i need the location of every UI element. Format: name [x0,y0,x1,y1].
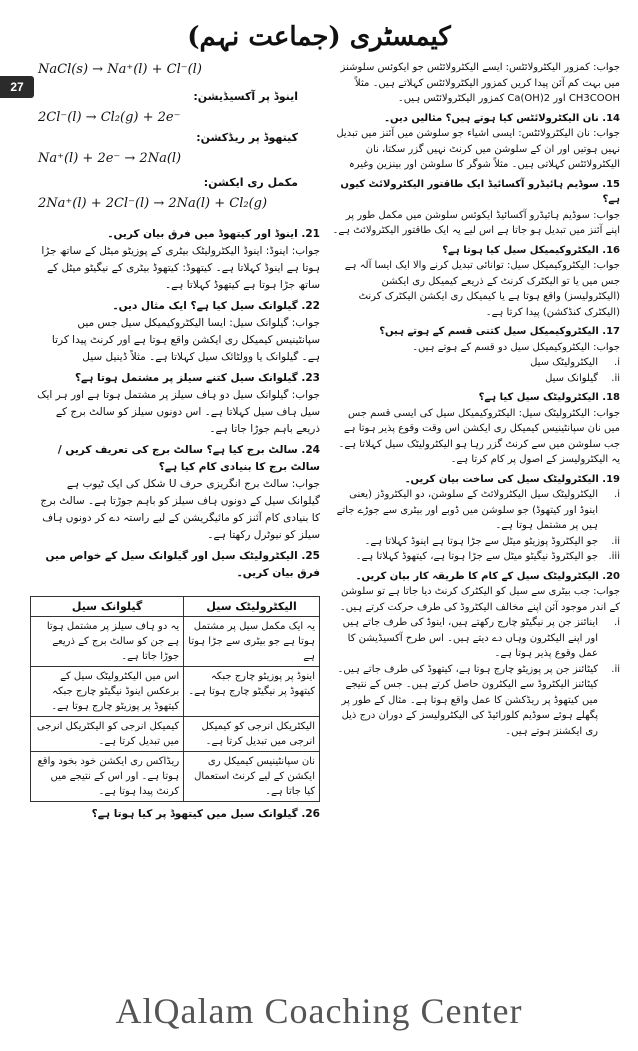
list-text: گیلوانک سیل [545,372,598,384]
list-item [330,371,620,387]
table-row [31,617,320,667]
table-cell: کیمیکل انرجی کو الیکٹریکل انرجی میں تبدیل کرتا ہے۔ [31,717,184,752]
question-21: 21. اینوڈ اور کیتھوڈ میں فرق بیان کریں۔ [107,228,320,240]
anode-label: اینوڈ پر آکسیڈیشن: [193,90,298,103]
comparison-table [30,596,320,802]
equation-4: 2Na⁺(l) + 2Cl⁻(l) → 2Na(l) + Cl₂(g) [38,196,268,211]
list-marker: i. [614,617,620,628]
list-marker: ii. [611,372,620,384]
table-header-galvanic: گیلوانک سیل [31,597,184,617]
list-marker: ii. [611,663,620,675]
list-text: اینائنز جن پر نیگیٹو چارج رکھتے ہیں، اینوڈ کی طرف جاتے ہیں اور اپنے الیکٹرون وہاں دے دیتے ہیں۔ اس طرح آکسیڈیشن کا عمل وقوع پذیر ہوتا ہے۔ [342,617,598,659]
list-text: الیکٹرولیٹک سیل [530,357,598,368]
answer-17: جواب: الیکٹروکیمیکل سیل دو قسم کے ہوتے ہیں۔ [412,341,620,353]
comparison-table-wrap [30,596,320,834]
answer-18: جواب: الیکٹرولیٹک سیل: الیکٹروکیمیکل سیل کی ایسی قسم جس میں نان سپانٹینیس کیمیکل ری ایکشن اس وقت وقوع پذیر ہوتا ہے جب سلوشن میں سے کرنٹ گزر رہا ہو الیکٹرولیٹک سیل کہلاتا ہے۔ یہ الیکٹرولیسز کے اصول پر کام کرتا ہے۔ [338,407,620,465]
table-cell: یہ دو ہاف سیلز پر مشتمل ہوتا ہے جن کو سالٹ برج کے ذریعے جوڑا جاتا ہے۔ [31,617,184,667]
page-title: کیمسٹری (جماعت نہم) [187,22,451,52]
table-cell: ریڈاکس ری ایکشن خود بخود واقع ہوتا ہے۔ اور اس کے نتیجے میں کرنٹ پیدا ہوتا ہے۔ [31,752,184,802]
table-cell: الیکٹریکل انرجی کو کیمیکل انرجی میں تبدیل کرتا ہے۔ [184,717,320,752]
list-text: جو الیکٹروڈ نیگیٹو میٹل سے جڑا ہوتا ہے، کیتھوڈ کہلاتا ہے۔ [355,551,598,562]
cathode-label: کیتھوڈ پر ریڈکشن: [196,131,298,144]
answer-16: جواب: الیکٹروکیمیکل سیل: توانائی تبدیل کرنے والا ایک ایسا آلہ ہے جس میں یا تو الیکٹرک کرنٹ کے ذریعے کیمیکل ری ایکشن (الیکٹرولیسز) واقع ہوتا ہے یا کیمیکل ری ایکشن الیکٹرک کرنٹ (الیکٹرک کنڈکشن) پیدا کرتا ہے۔ [344,260,620,318]
right-column [330,60,620,739]
list-item [330,549,620,565]
question-15: 15. سوڈیم ہائیڈرو آکسائیڈ ایک طاقتور الیکٹرولائٹ کیوں ہے؟ [340,178,620,205]
list-item [330,615,620,662]
list-item [330,355,620,371]
left-column [34,222,320,582]
list-item [330,487,620,534]
overall-label: مکمل ری ایکشن: [203,176,298,189]
table-cell: نان سپانٹینیس کیمیکل ری ایکشن کے لیے کرنٹ استعمال کیا جاتا ہے۔ [184,752,320,802]
list-text: جو الیکٹروڈ پوزیٹو میٹل سے جڑا ہوتا ہے اینوڈ کہلاتا ہے۔ [364,535,598,547]
question-26: 26. گیلوانک سیل میں کیتھوڈ پر کیا ہوتا ہے؟ [91,808,320,820]
list-item [330,534,620,550]
question-17: 17. الیکٹروکیمیکل سیل کتنی قسم کے ہوتے ہیں؟ [379,326,620,337]
answer-15: جواب: سوڈیم ہائیڈرو آکسائیڈ ایکوئس سلوشن میں مکمل طور پر اپنے آئنز میں تبدیل ہو جاتا ہے اس لیے یہ ایک طاقتور الیکٹرولائٹ ہے۔ [332,209,620,236]
question-20: 20. الیکٹرولیٹک سیل کے کام کا طریقہ کار بیان کریں۔ [355,570,620,582]
list-marker: iii. [608,551,620,562]
question-16: 16. الیکٹروکیمیکل سیل کیا ہوتا ہے؟ [442,244,620,256]
table-row [31,752,320,802]
list-text: الیکٹرولیٹک سیل الیکٹرولائٹ کے سلوشن، دو الیکٹروڈز (یعنی اینوڈ اور کیتھوڈ) جو سلوشن میں ڈوبے اور بیٹری سے جوڑے جاتے ہیں پر مشتمل ہوتا ہے۔ [336,489,598,531]
table-header-electrolytic: الیکٹرولیٹک سیل [184,597,320,617]
answer-23: جواب: گیلوانک سیل دو ہاف سیلز پر مشتمل ہوتا ہے اور ہر ایک سیل ہاف سیل کہلاتا ہے۔ اس دونوں سیلز کو سالٹ برج کے ذریعے باہم جوڑا جاتا ہے۔ [37,389,320,435]
answer-20: جواب: جب بیٹری سے سیل کو الیکٹرک کرنٹ دیا جاتا ہے تو سلوشن کے اندر موجود آئن اپنے مخالف الیکٹروڈ کی طرف حرکت کرتے ہیں۔ [339,586,620,613]
question-23: 23. گیلوانک سیل کتنے سیلز پر مشتمل ہوتا ہے؟ [74,372,320,384]
page-number-badge: 27 [0,76,34,98]
table-row [31,667,320,717]
question-14: 14. نان الیکٹرولائٹس کیا ہوتے ہیں؟ مثالیں دیں۔ [384,112,620,124]
question-25: 25. الیکٹرولیٹک سیل اور گیلوانک سیل کے خواص میں فرق بیان کریں۔ [45,550,320,579]
list-text: کیٹائنز جن پر پوزیٹو چارج ہوتا ہے، کیتھوڈ کی طرف جاتے ہیں۔ کیٹائنز الیکٹروڈ سے الیکٹرون حاصل کرتے ہیں۔ جس کے نتیجے میں کیتھوڈ پر ریڈکشن کا عمل واقع ہوتا ہے۔ مثال کے طور پر پگھلے ہوئے سوڈیم کلورائیڈ کی الیکٹرولیسز کے دوران درج ذیل ری ایکشنز ہوتے ہیں۔ [337,663,598,737]
list-marker: ii. [611,535,620,547]
answer-14: جواب: نان الیکٹرولائٹس: ایسی اشیاء جو سلوشن میں آئنز میں تبدیل نہیں ہوتیں اور ان کے سلوشن میں کرنٹ نہیں گزر سکتا، نان الیکٹرولائٹس کہلاتی ہیں۔ مثلاً شوگر کا سلوشن اور بینزین وغیرہ [336,128,620,170]
equation-3: Na⁺(l) + 2e⁻ → 2Na(l) [38,151,182,166]
question-22: 22. گیلوانک سیل کیا ہے؟ ایک مثال دیں۔ [112,300,320,312]
list-item [330,662,620,740]
list-marker: i. [614,357,620,368]
answer-24: جواب: سالٹ برج انگریزی حرف U شکل کی ایک ٹیوب ہے گیلوانک سیل کے دونوں ہاف سیلز کو باہم جوڑتا ہے۔ سالٹ برج کا بنیادی کام آئنز کو مائیگریشن کے لیے راستہ دے کر دونوں ہاف سیلز کو نیوٹرل رکھتا ہے۔ [40,478,320,541]
question-24: 24. سالٹ برج کیا ہے؟ سالٹ برج کی تعریف کریں / سالٹ برج کا بنیادی کام کیا ہے؟ [57,444,320,473]
equation-2: 2Cl⁻(l) → Cl₂(g) + 2e⁻ [38,110,181,125]
answer-22: جواب: گیلوانک سیل: ایسا الیکٹروکیمیکل سیل جس میں سپانٹینیس کیمیکل ری ایکشن واقع ہوتا ہے اور کرنٹ پیدا کرتا ہے۔ گیلوانک یا وولٹائک سیل کہلاتا ہے۔ مثلاً ڈینیل سیل [51,317,320,363]
question-18: 18. الیکٹرولیٹک سیل کیا ہے؟ [478,392,620,403]
equation-1: NaCl(s) → Na⁺(l) + Cl⁻(l) [38,62,202,77]
answer-13: جواب: کمزور الیکٹرولائٹس: ایسے الیکٹرولائٹس جو ایکوئس سلوشنز میں بہت کم آئن پیدا کریں کمزور الیکٹرولائٹس کہلاتے ہیں۔ مثلاً CH3COOH اور Ca(OH)2 کمزور الیکٹرولائٹس ہیں۔ [340,62,620,104]
footer-watermark: AlQalam Coaching Center [115,991,523,1031]
question-19: 19. الیکٹرولیٹک سیل کی ساخت بیان کریں۔ [404,473,620,485]
list-marker: i. [614,489,620,500]
table-cell: اینوڈ پر پوزیٹو چارج جبکہ کیتھوڈ پر نیگیٹو چارج ہوتا ہے۔ [184,667,320,717]
answer-21: جواب: اینوڈ: اینوڈ الیکٹرولیٹک بیٹری کے پوزیٹو میٹل کے ساتھ جڑا ہوتا ہے اینوڈ کہلاتا ہے۔ کیتھوڈ: کیتھوڈ بیٹری کے نیگیٹو میٹل کے ساتھ جڑا ہوتا ہے کیتھوڈ کہلاتا ہے۔ [41,245,320,291]
table-cell: یہ ایک مکمل سیل پر مشتمل ہوتا ہے جو بیٹری سے جڑا ہوتا ہے [184,617,320,667]
table-cell: اس میں الیکٹرولیٹک سیل کے برعکس اینوڈ نیگیٹو چارج جبکہ کیتھوڈ پر پوزیٹو چارج ہوتا ہے۔ [31,667,184,717]
table-row [31,717,320,752]
